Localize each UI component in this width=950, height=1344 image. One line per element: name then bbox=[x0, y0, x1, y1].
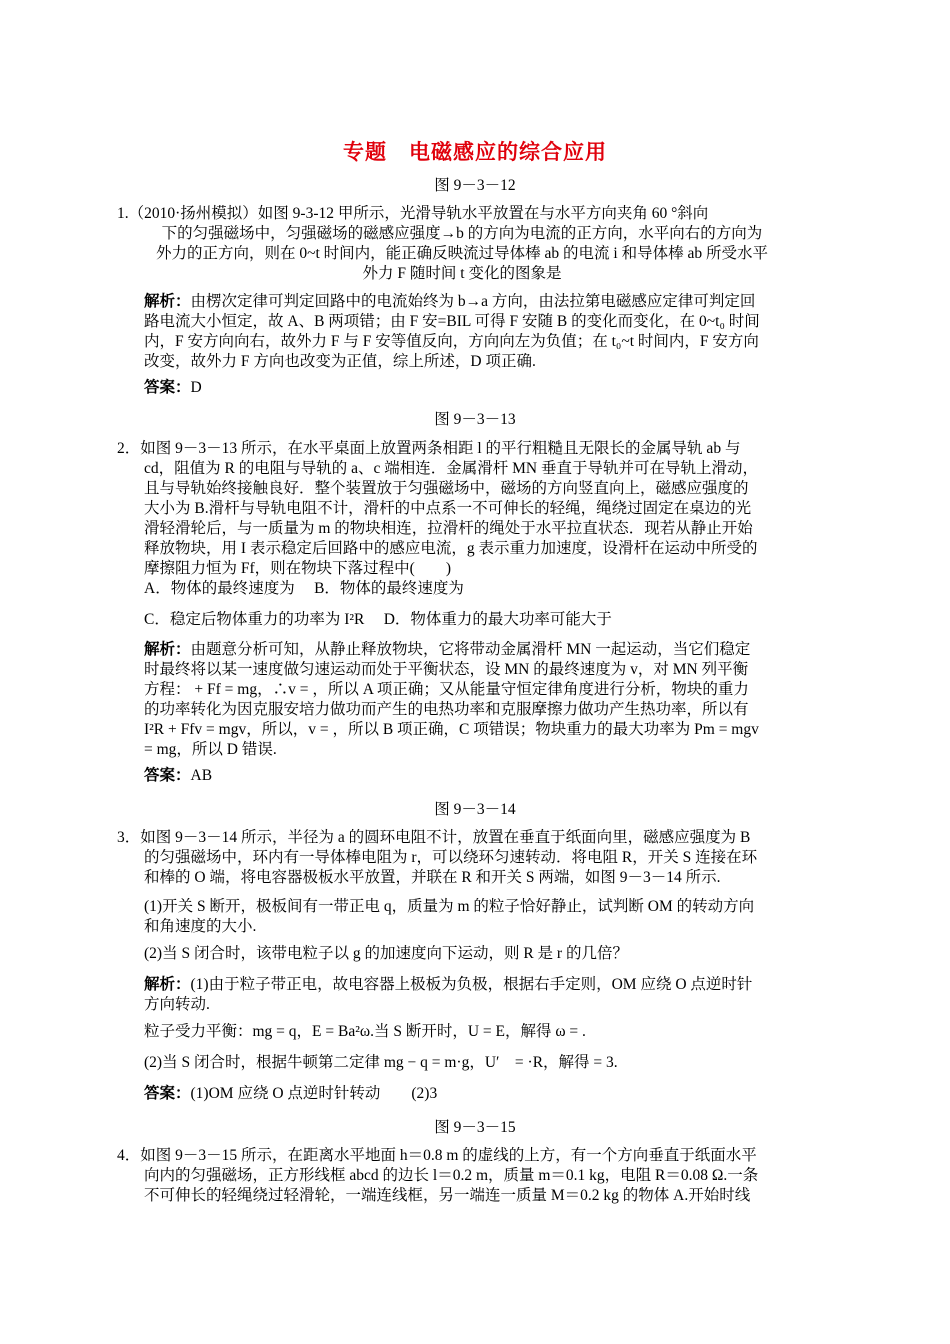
question-text: 外力的正方向，则在 0~t 时间内，能正确反映流过导体棒 ab 的电流 i 和导体棒 ab 所受水平 bbox=[155, 245, 768, 262]
question-text: 和棒的 O 端，将电容器极板水平放置，并联在 R 和开关 S 两端，如图 9－3－14 所示. bbox=[144, 869, 721, 886]
question-text: 3．如图 9－3－14 所示，半径为 a 的圆环电阻不计，放置在垂直于纸面向里，磁感应强度为 B bbox=[117, 829, 751, 846]
figure-caption: 图 9－3－13 bbox=[434, 411, 516, 428]
analysis-label: 解析： bbox=[144, 976, 191, 993]
question-text: 摩擦阻力恒为 Ff，则在物块下落过程中( ) bbox=[144, 560, 451, 577]
figure-caption: 图 9－3－14 bbox=[434, 801, 516, 818]
question-text: 滑轻滑轮后，与一质量为 m 的物块相连，拉滑杆的绳处于水平拉直状态．现若从静止开始 bbox=[144, 520, 753, 537]
analysis-text: 粒子受力平衡：mg = q，E = Ba²ω.当 S 断开时，U = E，解得 ω = . bbox=[144, 1023, 586, 1040]
page-title: 专题 电磁感应的综合应用 bbox=[343, 140, 607, 164]
analysis-text: 方程： + Ff = mg，∴v = ，所以 A 项正确；又从能量守恒定律角度进行分析，物块的重力 bbox=[144, 681, 749, 698]
options-ab: A．物体的最终速度为 B．物体的最终速度为 bbox=[144, 580, 464, 597]
answer-label: 答案： bbox=[144, 379, 191, 396]
analysis-3 bbox=[144, 975, 806, 1015]
analysis-1 bbox=[144, 292, 806, 372]
question-text: 向内的匀强磁场，正方形线框 abcd 的边长 l＝0.2 m，质量 m＝0.1 kg，电阻 R＝0.08 Ω.一条 bbox=[144, 1167, 759, 1184]
analysis-text: 的功率转化为因克服安培力做功而产生的电热功率和克服摩擦力做功产生热功率，所以有 bbox=[144, 701, 749, 718]
question-text: 大小为 B.滑杆与导轨电阻不计，滑杆的中点系一不可伸长的轻绳，绳绕过固定在桌边的光 bbox=[144, 500, 752, 517]
question-text: 1.（2010·扬州模拟）如图 9-3-12 甲所示，光滑导轨水平放置在与水平方向夹角 60 °斜向 bbox=[117, 205, 709, 222]
options-cd: C．稳定后物体重力的功率为 I²R D．物体重力的最大功率可能大于 bbox=[144, 611, 612, 628]
analysis-text: 内，F 安方向向右，故外力 F 与 F 安等值反向，方向向左为负值；在 t₀~t 时间内，F 安方向 bbox=[144, 333, 759, 350]
question-text: (1)开关 S 断开，极板间有一带正电 q，质量为 m 的粒子恰好静止，试判断 OM 的转动方向 bbox=[144, 898, 755, 915]
analysis-label: 解析： bbox=[144, 641, 191, 658]
analysis-label: 解析： bbox=[144, 293, 191, 310]
answer-value: AB bbox=[190, 767, 213, 784]
analysis-text: I²R + Ffv = mgv，所以，v = ，所以 B 项正确，C 项错误；物块重力的最大功率为 Pm = mgv bbox=[144, 721, 759, 738]
answer-value: (1)OM 应绕 O 点逆时针转动 (2)3 bbox=[190, 1085, 438, 1102]
analysis-text: (1)由于粒子带正电，故电容器上极板为负极，根据右手定则，OM 应绕 O 点逆时针 bbox=[190, 976, 753, 993]
answer-1 bbox=[144, 378, 806, 398]
question-text: 外力 F 随时间 t 变化的图象是 bbox=[362, 265, 562, 282]
answer-3 bbox=[144, 1084, 806, 1104]
analysis-text: 由楞次定律可判定回路中的电流始终为 b→a 方向，由法拉第电磁感应定律可判定回 bbox=[190, 293, 756, 310]
analysis-text: (2)当 S 闭合时，根据牛顿第二定律 mg − q = m·g，U′ = ·R，解得 = 3. bbox=[144, 1054, 618, 1071]
question-text: 和角速度的大小. bbox=[144, 918, 257, 935]
analysis-text: 路电流大小恒定，故 A、B 两项错；由 F 安=BIL 可得 F 安随 B 的变化而变化，在 0~t₀ 时间 bbox=[144, 313, 760, 330]
question-text: 的匀强磁场中，环内有一导体棒电阻为 r，可以绕环匀速转动．将电阻 R，开关 S 连接在环 bbox=[144, 849, 758, 866]
question-1 bbox=[117, 204, 807, 284]
question-text: 释放物块，用 I 表示稳定后回路中的感应电流，g 表示重力加速度，设滑杆在运动中所受的 bbox=[144, 540, 758, 557]
analysis-2 bbox=[144, 640, 806, 760]
answer-2 bbox=[144, 766, 806, 786]
question-3 bbox=[117, 828, 807, 888]
analysis-text: 时最终将以某一速度做匀速运动而处于平衡状态，设 MN 的最终速度为 v，对 MN 列平衡 bbox=[144, 661, 749, 678]
question-4 bbox=[117, 1146, 807, 1206]
figure-caption: 图 9－3－12 bbox=[434, 177, 516, 194]
answer-label: 答案： bbox=[144, 767, 191, 784]
question-text: 2．如图 9－3－13 所示，在水平桌面上放置两条相距 l 的平行粗糙且无限长的金属导轨 ab 与 bbox=[117, 440, 741, 457]
answer-label: 答案： bbox=[144, 1085, 191, 1102]
subquestion-2: (2)当 S 闭合时，该带电粒子以 g 的加速度向下运动，则 R 是 r 的几倍？ bbox=[144, 945, 628, 962]
question-text: 下的匀强磁场中，匀强磁场的磁感应强度→b 的方向为电流的正方向，水平向右的方向为 bbox=[161, 225, 763, 242]
question-2 bbox=[117, 439, 807, 579]
question-text: 4．如图 9－3－15 所示，在距离水平地面 h＝0.8 m 的虚线的上方，有一个方向垂直于纸面水平 bbox=[117, 1147, 757, 1164]
analysis-text: 改变，故外力 F 方向也改变为正值，综上所述，D 项正确. bbox=[144, 353, 536, 370]
analysis-text: 方向转动. bbox=[144, 996, 210, 1013]
question-text: 不可伸长的轻绳绕过轻滑轮，一端连线框，另一端连一质量 M＝0.2 kg 的物体 A.开始时线 bbox=[144, 1187, 751, 1204]
figure-caption: 图 9－3－15 bbox=[434, 1119, 516, 1136]
analysis-text: 由题意分析可知，从静止释放物块，它将带动金属滑杆 MN 一起运动，当它们稳定 bbox=[190, 641, 751, 658]
question-text: cd，阻值为 R 的电阻与导轨的 a、c 端相连．金属滑杆 MN 垂直于导轨并可在导轨上滑动， bbox=[144, 460, 758, 477]
answer-value: D bbox=[190, 379, 202, 396]
analysis-text: = mg，所以 D 错误. bbox=[144, 741, 277, 758]
subquestion-1 bbox=[144, 897, 806, 937]
question-text: 且与导轨始终接触良好．整个装置放于匀强磁场中，磁场的方向竖直向上，磁感应强度的 bbox=[144, 480, 749, 497]
